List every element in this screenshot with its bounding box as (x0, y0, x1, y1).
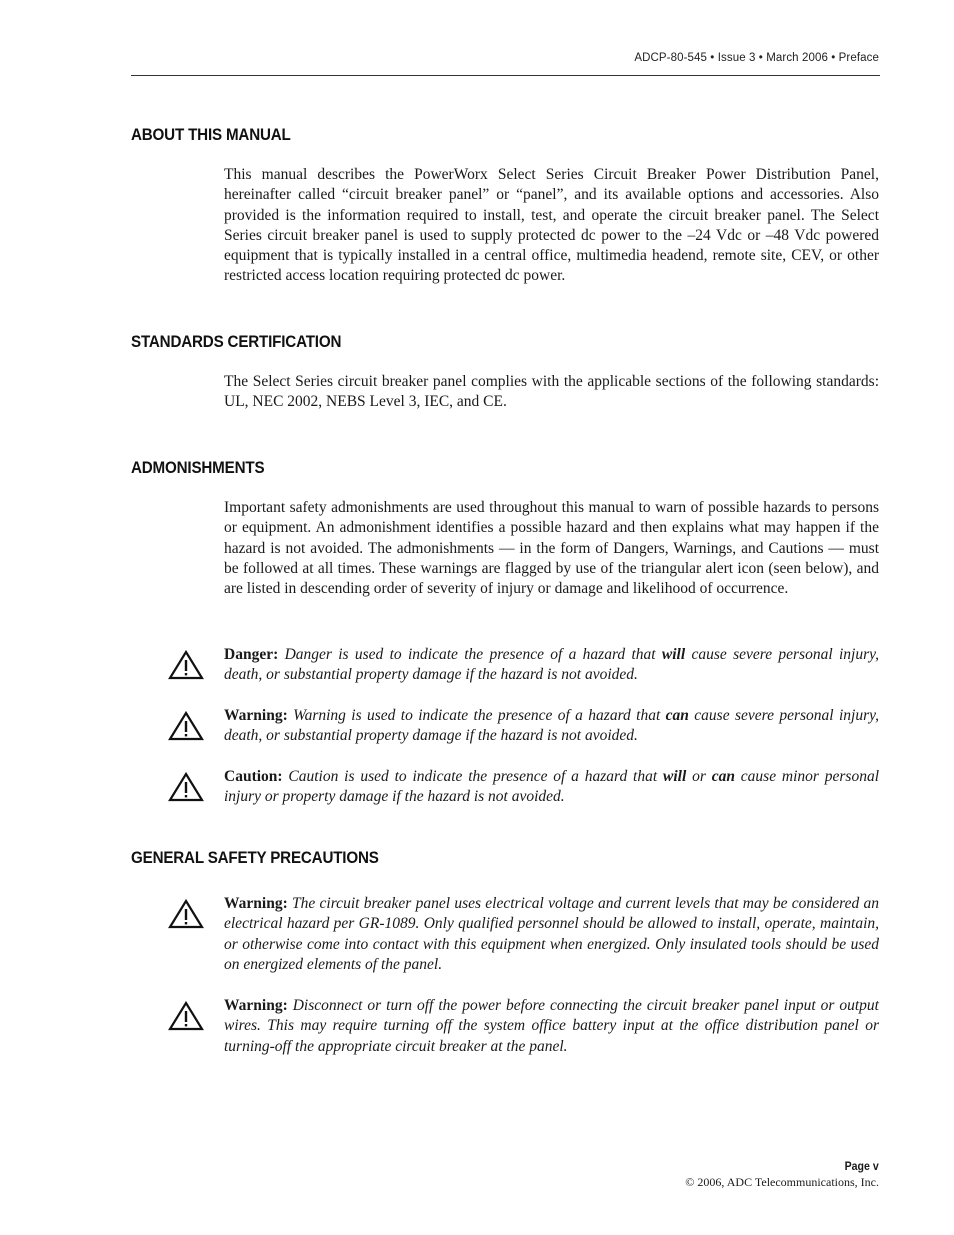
danger-text-2: cause severe personal injury, death, or substantial property damage if the hazard is not avoided. (224, 646, 880, 684)
caution-emphasis-1: will (663, 768, 687, 785)
heading-about: ABOUT THIS MANUAL (131, 126, 291, 144)
danger-text-1: Danger is used to indicate the presence of a hazard that (284, 646, 656, 663)
safety-warning-2-body: Disconnect or turn off the power before connecting the circuit breaker panel input or output wires. This may require turning off the system office battery input at the office distribution panel or turning-off the appropriate circuit breaker at the panel. (224, 997, 879, 1055)
caution-emphasis-2: can (711, 768, 735, 785)
safety-warning-1-text (224, 894, 879, 975)
warning-text (224, 706, 879, 747)
danger-label: Danger: (224, 646, 279, 663)
admonishments-body (131, 498, 880, 599)
heading-standards: STANDARDS CERTIFICATION (131, 333, 342, 351)
danger-admonishment (168, 645, 880, 686)
alert-triangle-icon (168, 711, 204, 741)
warning-text-2: cause severe personal injury, death, or substantial property damage if the hazard is not avoided. (224, 707, 879, 745)
safety-warning-2-label: Warning: (224, 997, 288, 1014)
safety-warning-1-label: Warning: (224, 895, 288, 912)
alert-triangle-icon (168, 899, 204, 929)
safety-warning-1 (168, 894, 880, 975)
copyright: © 2006, ADC Telecommunications, Inc. (685, 1175, 879, 1189)
admonishments-paragraph: Important safety admonishments are used throughout this manual to warn of possible hazards to persons or equipment. An admonishment identifies a possible hazard and then explains what may happen if the hazard is not avoided. The admonishments — in the form of Dangers, Warnings, and Cautions — must be followed at all times. These warnings are flagged by use of the triangular alert icon (seen below), and are listed in descending order of severity of injury or damage and likelihood of occurrence. (224, 499, 879, 598)
about-paragraph: This manual describes the PowerWorx Select Series Circuit Breaker Power Distribution Panel, hereinafter called “circuit breaker panel” or “panel”, and its available options and accessories. Also provided is the information required to install, test, and operate the circuit breaker panel. The Select Series circuit breaker panel is used to supply protected dc power to the –24 Vdc or –48 Vdc powered equipment that is typically installed in a central office, multimedia headend, remote site, CEV, or other restricted access location requiring protected dc power. (224, 166, 879, 285)
heading-safety: GENERAL SAFETY PRECAUTIONS (131, 849, 379, 867)
section-admonishments (131, 459, 880, 478)
section-about (131, 126, 880, 145)
about-body (131, 165, 880, 287)
caution-text-1: Caution is used to indicate the presence of a hazard that (288, 768, 658, 785)
alert-triangle-icon (168, 772, 204, 802)
danger-text (224, 645, 879, 686)
warning-admonishment (168, 706, 880, 747)
page-number: Page v (844, 1161, 879, 1173)
caution-or: or (692, 768, 706, 785)
caution-text (224, 767, 879, 808)
warning-text-1: Warning is used to indicate the presence of a hazard that (293, 707, 661, 724)
safety-warning-2-text (224, 996, 879, 1057)
section-standards (131, 333, 880, 352)
caution-label: Caution: (224, 768, 283, 785)
header-rule (131, 75, 880, 76)
safety-warning-2 (168, 996, 880, 1057)
standards-paragraph: The Select Series circuit breaker panel complies with the applicable sections of the following standards: UL, NEC 2002, NEBS Level 3, IEC, and CE. (224, 373, 879, 411)
standards-body (131, 372, 880, 413)
warning-emphasis: can (665, 707, 689, 724)
alert-triangle-icon (168, 650, 204, 680)
caution-text-2: cause minor personal injury or property damage if the hazard is not avoided. (224, 768, 880, 806)
alert-triangle-icon (168, 1001, 204, 1031)
warning-label: Warning: (224, 707, 288, 724)
heading-admonishments: ADMONISHMENTS (131, 459, 265, 477)
danger-emphasis: will (661, 646, 686, 663)
section-safety (131, 849, 880, 868)
running-header: ADCP-80-545 • Issue 3 • March 2006 • Preface (634, 52, 879, 64)
page-footer (685, 1161, 879, 1190)
caution-admonishment (168, 767, 880, 808)
safety-warning-1-body: The circuit breaker panel uses electrical voltage and current levels that may be considered an electrical hazard per GR-1089. Only qualified personnel should be allowed to install, operate, maintain, or otherwise come into contact with this equipment when energized. Only insulated tools should be used on energized elements of the panel. (224, 895, 879, 973)
